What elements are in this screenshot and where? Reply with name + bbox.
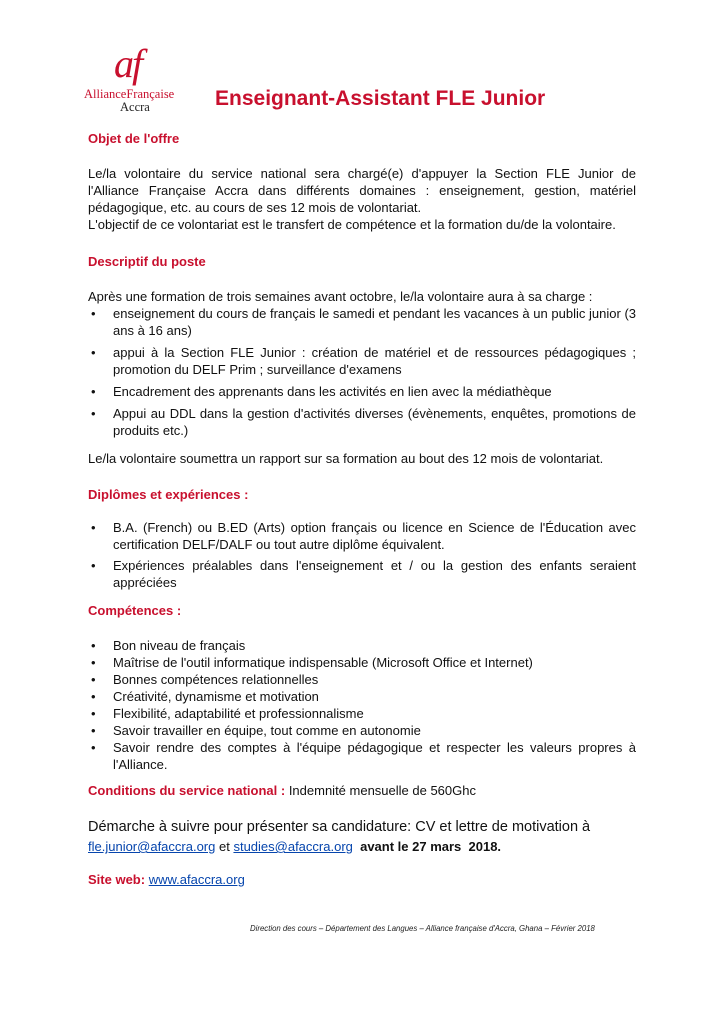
list-item: • Créativité, dynamisme et motivation	[91, 689, 319, 704]
email-link-studies[interactable]: studies@afaccra.org	[233, 839, 353, 854]
page-title: Enseignant-Assistant FLE Junior	[215, 87, 546, 110]
descriptif-intro: Après une formation de trois semaines avant octobre, le/la volontaire aura à sa charge :	[88, 289, 593, 304]
bullet: •	[91, 638, 96, 653]
logo-name: AllianceFrançaise	[84, 87, 175, 101]
demarche-text: Démarche à suivre pour présenter sa candidature: CV et lettre de motivation à	[88, 819, 591, 835]
list-item: • Savoir travailler en équipe, tout comme en autonomie	[91, 723, 421, 738]
logo-city: Accra	[120, 100, 150, 114]
bullet: •	[91, 706, 96, 721]
diplomes-list	[88, 519, 636, 591]
list-item: • Flexibilité, adaptabilité et professionnalisme	[91, 706, 364, 721]
list-item: • Encadrement des apprenants dans les activités en lien avec la médiathèque	[91, 384, 552, 399]
application-instructions	[88, 817, 636, 857]
website-link[interactable]: www.afaccra.org	[148, 872, 245, 887]
objet-paragraph-2: L'objectif de ce volontariat est le transfert de compétence et la formation du/de la volontaire.	[88, 217, 616, 232]
bullet: •	[91, 306, 96, 321]
bullet: •	[91, 689, 96, 704]
conditions-value: Indemnité mensuelle de 560Ghc	[285, 783, 476, 798]
website-label: Site web:	[88, 872, 146, 887]
list-item: • Savoir rendre des comptes à l'équipe pédagogique et respecter les valeurs propres à l'Alliance.	[91, 740, 636, 772]
email-link-fle-junior[interactable]: fle.junior@afaccra.org	[88, 839, 216, 854]
list-item: • enseignement du cours de français le samedi et pendant les vacances à un public junior (3 ans à 16 ans)	[91, 306, 636, 338]
bullet: •	[91, 406, 96, 421]
bullet: •	[91, 740, 96, 755]
bullet: •	[91, 672, 96, 687]
list-item: • Bonnes compétences relationnelles	[91, 672, 319, 687]
list-item: • B.A. (French) ou B.ED (Arts) option français ou licence en Science de l'Éducation avec certification DELF/DALF ou tout autre diplôme équivalent.	[91, 520, 636, 552]
descriptif-outro: Le/la volontaire soumettra un rapport sur sa formation au bout des 12 mois de volontariat.	[88, 451, 604, 466]
conditions-line	[88, 783, 476, 799]
list-item: • appui à la Section FLE Junior : création de matériel et de ressources pédagogiques ; promotion du DELF Prim ; surveillance d'examens	[91, 345, 636, 377]
descriptif-list	[88, 305, 636, 439]
bullet: •	[91, 520, 96, 535]
list-item: • Expériences préalables dans l'enseignement et / ou la gestion des enfants seraient appréciées	[91, 558, 636, 590]
demarche-connector: et	[215, 839, 234, 854]
alliance-francaise-logo	[84, 41, 204, 124]
website-line	[88, 872, 245, 888]
logo-mark: af	[114, 41, 142, 86]
competences-list	[88, 637, 636, 773]
bullet: •	[91, 384, 96, 399]
section-heading-descriptif: Descriptif du poste	[88, 254, 206, 269]
bullet: •	[91, 723, 96, 738]
bullet: •	[91, 558, 96, 573]
list-item: • Maîtrise de l'outil informatique indispensable (Microsoft Office et Internet)	[91, 655, 533, 670]
demarche-deadline: avant le 27 mars 2018.	[352, 839, 502, 854]
bullet: •	[91, 655, 96, 670]
page-footer: Direction des cours – Département des Langues – Alliance française d'Accra, Ghana – Février 2018	[250, 924, 595, 933]
section-heading-objet: Objet de l'offre	[88, 131, 180, 146]
section-heading-competences: Compétences :	[88, 603, 182, 618]
list-item: • Appui au DDL dans la gestion d'activités diverses (évènements, enquêtes, promotions de produits etc.)	[91, 406, 636, 438]
section-heading-diplomes: Diplômes et expériences :	[88, 487, 249, 502]
bullet: •	[91, 345, 96, 360]
objet-paragraph: Le/la volontaire du service national sera chargé(e) d'appuyer la Section FLE Junior de l'Alliance Française Accra dans différents domaines : enseignement, gestion, matériel pédagogique, etc. au cours de ses 12 mois de volontariat.	[88, 166, 636, 215]
list-item: • Bon niveau de français	[91, 638, 246, 653]
conditions-label: Conditions du service national :	[88, 783, 286, 798]
